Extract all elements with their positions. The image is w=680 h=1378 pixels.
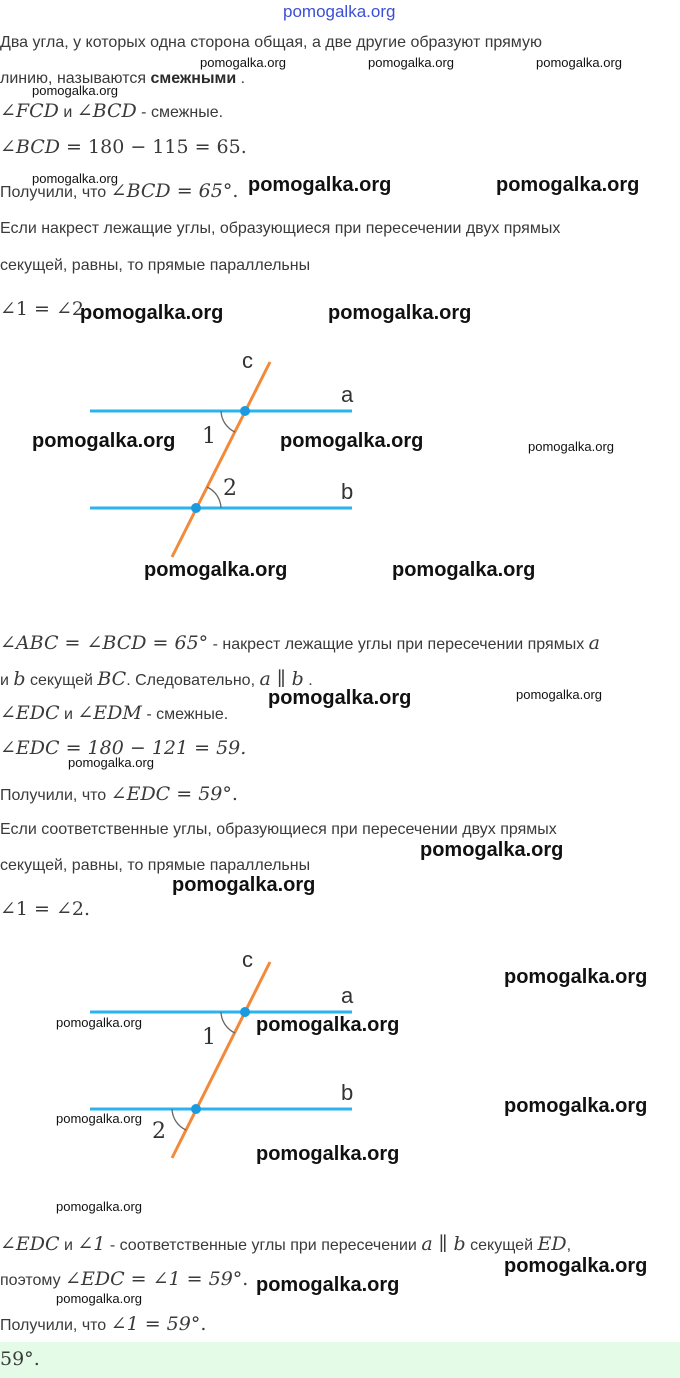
diagram-alternate-angles <box>0 350 680 570</box>
watermark: pomogalka.org <box>32 83 118 98</box>
s2-line-2 <box>0 668 313 690</box>
s3-result-prefix: Получили, что <box>0 1317 111 1334</box>
watermark: pomogalka.org <box>504 1095 648 1117</box>
watermark: pomogalka.org <box>172 874 316 896</box>
s3-tail: , <box>566 1237 572 1254</box>
secant-c <box>172 362 270 557</box>
s2-math-abc: ∠ABC = ∠BCD = 65° <box>0 632 209 654</box>
watermark: pomogalka.org <box>32 171 118 186</box>
angle-1-label: 1 <box>202 1025 216 1050</box>
s3-math: ∠EDC = ∠1 = 59° <box>65 1268 243 1290</box>
s3-text-1: - соответственные углы при пересечении <box>105 1237 422 1254</box>
rule2-line-2: секущей, равны, то прямые параллельны <box>0 857 311 874</box>
watermark: pomogalka.org <box>56 1291 142 1306</box>
s2-var-bc: BC <box>97 668 127 690</box>
s3-parallel: a ∥ b <box>421 1233 466 1255</box>
watermark: pomogalka.org <box>536 55 622 70</box>
watermark: pomogalka.org <box>420 839 564 861</box>
s3-line-1 <box>0 1233 571 1255</box>
angle-2-arc <box>172 1109 186 1130</box>
watermark: pomogalka.org <box>32 430 176 452</box>
watermark: pomogalka.org <box>248 174 392 196</box>
calc-rhs: = 180 − 115 = 65. <box>60 136 247 158</box>
angle-2-label: 2 <box>223 476 237 501</box>
s2-tail: . <box>303 672 313 689</box>
intersection-a <box>240 406 250 416</box>
s2-text-2: секущей <box>25 672 98 689</box>
watermark: pomogalka.org <box>56 1015 142 1030</box>
answer-tail: . <box>33 1348 40 1370</box>
watermark: pomogalka.org <box>496 174 640 196</box>
result-tail: . <box>232 180 239 202</box>
watermark: pomogalka.org <box>392 559 536 581</box>
watermark: pomogalka.org <box>256 1014 400 1036</box>
s2-result <box>0 783 238 805</box>
watermark: pomogalka.org <box>368 55 454 70</box>
watermark: pomogalka.org <box>56 1199 142 1214</box>
angle-1-arc <box>221 1012 235 1033</box>
watermark: pomogalka.org <box>504 1255 648 1277</box>
s2-result-prefix: Получили, что <box>0 787 111 804</box>
intro-line-2-tail: . <box>236 70 246 87</box>
s2-conj: и <box>0 672 14 689</box>
watermark: pomogalka.org <box>144 559 288 581</box>
angle-bcd: ∠BCD <box>76 100 137 122</box>
angle-2-arc <box>207 487 221 508</box>
s3-result-tail: . <box>200 1313 207 1335</box>
answer <box>0 1348 40 1370</box>
s2-var-b: b <box>13 668 26 690</box>
label-b: b <box>341 1080 354 1105</box>
watermark: pomogalka.org <box>256 1274 400 1296</box>
answer-value: 59° <box>0 1348 34 1370</box>
watermark: pomogalka.org <box>68 755 154 770</box>
result-math: ∠BCD = 65° <box>110 180 233 202</box>
term-adjacent: смежными <box>150 70 237 87</box>
rule2-formula: ∠1 = ∠2. <box>0 898 91 920</box>
s3-var-ed: ED <box>537 1233 567 1255</box>
s2-parallel: a ∥ b <box>259 668 304 690</box>
s2-angle-edc: ∠EDC <box>0 702 60 724</box>
label-a: a <box>341 983 354 1008</box>
label-a: a <box>341 382 354 407</box>
watermark: pomogalka.org <box>256 1143 400 1165</box>
s2-result-math: ∠EDC = 59° <box>110 783 232 805</box>
angle-1-label: 1 <box>202 424 216 449</box>
watermark: pomogalka.org <box>504 966 648 988</box>
result-prefix: Получили, что <box>0 184 111 201</box>
intro-line-1: Два угла, у которых одна сторона общая, а две другие образуют прямую <box>0 34 542 51</box>
secant-c <box>172 962 270 1158</box>
intersection-b <box>191 1104 201 1114</box>
s2-conj-2: и <box>59 706 78 723</box>
watermark: pomogalka.org <box>516 687 602 702</box>
s3-conj: и <box>59 1237 78 1254</box>
watermark: pomogalka.org <box>200 55 286 70</box>
intersection-b <box>191 503 201 513</box>
adjacent-statement <box>0 100 223 122</box>
watermark: pomogalka.org <box>80 302 224 324</box>
angle-1-arc <box>221 411 235 432</box>
watermark: pomogalka.org <box>280 430 424 452</box>
watermark: pomogalka.org <box>328 302 472 324</box>
calc-bcd <box>0 136 247 158</box>
intersection-a <box>240 1007 250 1017</box>
s2-line-1 <box>0 632 600 654</box>
watermark: pomogalka.org <box>528 439 614 454</box>
s2-line-3 <box>0 702 228 724</box>
label-c: c <box>242 950 253 972</box>
label-b: b <box>341 479 354 504</box>
s3-result-math: ∠1 = 59° <box>110 1313 201 1335</box>
s2-var-a: a <box>588 632 600 654</box>
s3-line-2 <box>0 1268 248 1290</box>
rule2-line-1: Если соответственные углы, образующиеся при пересечении двух прямых <box>0 821 557 838</box>
s2-text-3: . Следовательно, <box>126 672 260 689</box>
site-watermark-top: pomogalka.org <box>283 2 396 21</box>
rule1-line-1: Если накрест лежащие углы, образующиеся при пересечении двух прямых <box>0 220 561 237</box>
s3-math-tail: . <box>242 1268 249 1290</box>
calc-lhs: ∠BCD <box>0 136 61 158</box>
adjacent-tail: - смежные. <box>136 104 224 121</box>
s2-result-tail: . <box>231 783 238 805</box>
rule1-line-2: секущей, равны, то прямые параллельны <box>0 257 311 274</box>
s3-prefix: поэтому <box>0 1272 66 1289</box>
angle-2-label: 2 <box>152 1119 166 1144</box>
s2-calc-edc: ∠EDC = 180 − 121 = 59. <box>0 737 247 759</box>
intro-line-2-text: линию, называются <box>0 70 151 87</box>
s3-angle-edc: ∠EDC <box>0 1233 60 1255</box>
answer-band <box>0 1342 680 1378</box>
watermark: pomogalka.org <box>268 687 412 709</box>
label-c: c <box>242 350 253 373</box>
s3-angle-1: ∠1 <box>77 1233 106 1255</box>
angle-fcd: ∠FCD <box>0 100 59 122</box>
rule1-formula: ∠1 = ∠2 <box>0 298 85 320</box>
conj: и <box>58 104 77 121</box>
s2-adj-tail: - смежные. <box>141 706 229 723</box>
s3-result <box>0 1313 206 1335</box>
s2-text-1: - накрест лежащие углы при пересечении прямых <box>208 636 589 653</box>
s2-angle-edm: ∠EDM <box>77 702 142 724</box>
watermark: pomogalka.org <box>56 1111 142 1126</box>
s3-text-2: секущей <box>465 1237 538 1254</box>
